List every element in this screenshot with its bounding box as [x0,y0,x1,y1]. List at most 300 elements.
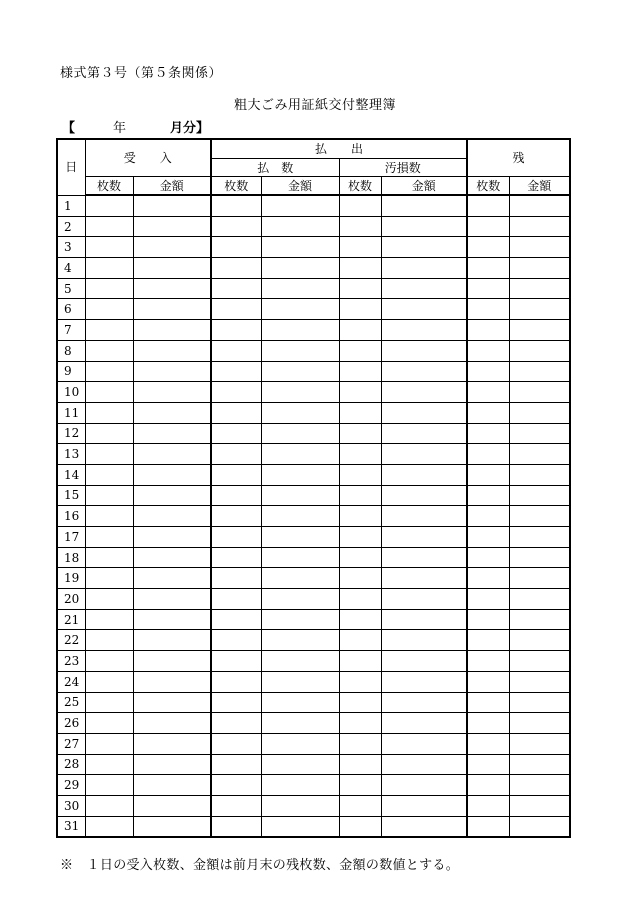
issued-sheets-cell[interactable] [211,423,261,444]
balance-amount-cell[interactable] [509,589,570,610]
issued-amount-cell[interactable] [261,299,339,320]
received-sheets-cell[interactable] [85,299,133,320]
received-amount-cell[interactable] [133,299,211,320]
table-row [57,527,570,548]
balance-amount-cell[interactable] [509,361,570,382]
received-sheets-cell[interactable] [85,320,133,341]
issued-amount-cell[interactable] [261,527,339,548]
balance-amount-cell[interactable] [509,775,570,796]
day-number: 24 [57,671,85,692]
received-amount-cell[interactable] [133,692,211,713]
issued-amount-cell[interactable] [261,258,339,279]
balance-amount-cell[interactable] [509,506,570,527]
received-sheets-cell[interactable] [85,361,133,382]
table-row [57,464,570,485]
issued-amount-cell[interactable] [261,237,339,258]
issued-amount-cell[interactable] [261,423,339,444]
balance-amount-cell[interactable] [509,733,570,754]
damaged-sheets-cell[interactable] [339,464,381,485]
issued-sheets-cell[interactable] [211,278,261,299]
received-sheets-cell[interactable] [85,713,133,734]
day-number: 21 [57,609,85,630]
issued-sheets-cell[interactable] [211,361,261,382]
table-row [57,589,570,610]
damaged-amount-cell[interactable] [381,195,467,216]
balance-amount-cell[interactable] [509,402,570,423]
damaged-amount-cell[interactable] [381,609,467,630]
balance-sheets-cell[interactable] [467,651,509,672]
issued-amount-cell[interactable] [261,320,339,341]
damaged-sheets-cell[interactable] [339,589,381,610]
balance-amount-cell[interactable] [509,382,570,403]
balance-sheets-cell[interactable] [467,671,509,692]
balance-sheets-cell[interactable] [467,361,509,382]
damaged-amount-cell[interactable] [381,506,467,527]
received-amount-cell[interactable] [133,506,211,527]
balance-amount-cell[interactable] [509,527,570,548]
day-number: 13 [57,444,85,465]
balance-sheets-cell[interactable] [467,464,509,485]
issued-sheets-cell[interactable] [211,320,261,341]
received-sheets-cell[interactable] [85,195,133,216]
period-year-label: 年 [113,121,127,136]
issued-sheets-cell[interactable] [211,713,261,734]
damaged-sheets-cell[interactable] [339,506,381,527]
issued-amount-cell[interactable] [261,340,339,361]
balance-amount-cell[interactable] [509,692,570,713]
balance-sheets-cell[interactable] [467,258,509,279]
issued-sheets-cell[interactable] [211,527,261,548]
issued-sheets-cell[interactable] [211,775,261,796]
issued-amount-cell[interactable] [261,402,339,423]
table-row [57,423,570,444]
damaged-amount-cell[interactable] [381,423,467,444]
issued-amount-cell[interactable] [261,816,339,837]
balance-sheets-cell[interactable] [467,485,509,506]
issued-sheets-cell[interactable] [211,754,261,775]
balance-amount-cell[interactable] [509,630,570,651]
damaged-sheets-cell[interactable] [339,423,381,444]
balance-amount-cell[interactable] [509,713,570,734]
damaged-sheets-cell[interactable] [339,547,381,568]
issued-amount-cell[interactable] [261,278,339,299]
balance-sheets-header: 枚数 [467,177,509,196]
day-number: 6 [57,299,85,320]
issued-amount-cell[interactable] [261,651,339,672]
issued-sheets-cell[interactable] [211,340,261,361]
day-number: 11 [57,402,85,423]
issued-amount-cell[interactable] [261,733,339,754]
received-amount-cell[interactable] [133,423,211,444]
received-amount-cell[interactable] [133,278,211,299]
received-amount-cell[interactable] [133,754,211,775]
issued-amount-cell[interactable] [261,775,339,796]
balance-sheets-cell[interactable] [467,795,509,816]
damaged-amount-cell[interactable] [381,775,467,796]
issued-sheets-cell[interactable] [211,692,261,713]
received-sheets-cell[interactable] [85,568,133,589]
issued-sheets-cell[interactable] [211,795,261,816]
damaged-amount-cell[interactable] [381,258,467,279]
received-sheets-cell[interactable] [85,464,133,485]
damaged-sheets-cell[interactable] [339,216,381,237]
issued-sheets-cell[interactable] [211,506,261,527]
received-amount-cell[interactable] [133,382,211,403]
day-number: 22 [57,630,85,651]
damaged-sheets-cell[interactable] [339,816,381,837]
balance-amount-cell[interactable] [509,816,570,837]
balance-sheets-cell[interactable] [467,423,509,444]
received-sheets-cell[interactable] [85,630,133,651]
issued-amount-cell[interactable] [261,754,339,775]
received-amount-cell[interactable] [133,195,211,216]
damaged-sheets-cell[interactable] [339,299,381,320]
damaged-amount-cell[interactable] [381,485,467,506]
balance-sheets-cell[interactable] [467,568,509,589]
received-amount-cell[interactable] [133,320,211,341]
damaged-sheets-header: 枚数 [339,177,381,196]
damaged-amount-cell[interactable] [381,402,467,423]
received-amount-cell[interactable] [133,485,211,506]
balance-amount-cell[interactable] [509,464,570,485]
period-line [62,117,209,136]
balance-amount-cell[interactable] [509,278,570,299]
table-row [57,733,570,754]
issued-sheets-cell[interactable] [211,733,261,754]
issued-sheets-cell[interactable] [211,216,261,237]
received-sheets-cell[interactable] [85,237,133,258]
damaged-amount-cell[interactable] [381,713,467,734]
balance-sheets-cell[interactable] [467,589,509,610]
issued-sheets-cell[interactable] [211,651,261,672]
issued-amount-cell[interactable] [261,589,339,610]
balance-amount-cell[interactable] [509,671,570,692]
table-row [57,320,570,341]
received-amount-header: 金額 [133,177,211,196]
balance-sheets-cell[interactable] [467,320,509,341]
balance-sheets-cell[interactable] [467,733,509,754]
day-number: 7 [57,320,85,341]
received-sheets-cell[interactable] [85,444,133,465]
issued-sheets-cell[interactable] [211,609,261,630]
balance-amount-cell[interactable] [509,485,570,506]
issued-sheets-cell[interactable] [211,299,261,320]
balance-amount-cell[interactable] [509,568,570,589]
damaged-sheets-cell[interactable] [339,195,381,216]
damaged-sheets-cell[interactable] [339,527,381,548]
damaged-amount-cell[interactable] [381,671,467,692]
received-amount-cell[interactable] [133,733,211,754]
balance-amount-cell[interactable] [509,547,570,568]
damaged-amount-cell[interactable] [381,816,467,837]
day-number: 4 [57,258,85,279]
day-number: 15 [57,485,85,506]
issued-sheets-cell[interactable] [211,589,261,610]
received-sheets-cell[interactable] [85,216,133,237]
table-row [57,485,570,506]
balance-amount-cell[interactable] [509,444,570,465]
damaged-sheets-cell[interactable] [339,568,381,589]
damaged-sheets-cell[interactable] [339,775,381,796]
received-amount-cell[interactable] [133,589,211,610]
issued-sheets-cell[interactable] [211,485,261,506]
damaged-sheets-cell[interactable] [339,713,381,734]
issued-amount-cell[interactable] [261,692,339,713]
damaged-amount-cell[interactable] [381,464,467,485]
received-sheets-cell[interactable] [85,795,133,816]
damaged-amount-cell[interactable] [381,568,467,589]
balance-amount-cell[interactable] [509,237,570,258]
received-amount-cell[interactable] [133,258,211,279]
issued-amount-cell[interactable] [261,671,339,692]
damaged-amount-cell[interactable] [381,692,467,713]
damaged-amount-cell[interactable] [381,651,467,672]
table-row [57,692,570,713]
balance-sheets-cell[interactable] [467,278,509,299]
balance-sheets-cell[interactable] [467,299,509,320]
damaged-sheets-cell[interactable] [339,733,381,754]
damaged-amount-cell[interactable] [381,382,467,403]
damaged-amount-cell[interactable] [381,630,467,651]
balance-sheets-cell[interactable] [467,382,509,403]
received-sheets-cell[interactable] [85,506,133,527]
received-sheets-cell[interactable] [85,402,133,423]
received-amount-cell[interactable] [133,651,211,672]
issued-sheets-cell[interactable] [211,402,261,423]
received-amount-cell[interactable] [133,464,211,485]
issued-amount-cell[interactable] [261,382,339,403]
ledger-table [56,138,571,838]
day-header: 日 [57,139,85,195]
table-row [57,816,570,837]
table-row [57,568,570,589]
balance-amount-cell[interactable] [509,754,570,775]
issued-sheets-cell[interactable] [211,816,261,837]
balance-amount-cell[interactable] [509,651,570,672]
issued-sheets-cell[interactable] [211,464,261,485]
period-month-label: 月分】 [170,121,210,136]
balance-sheets-cell[interactable] [467,444,509,465]
day-number: 2 [57,216,85,237]
damaged-sheets-cell[interactable] [339,651,381,672]
day-number: 17 [57,527,85,548]
balance-sheets-cell[interactable] [467,527,509,548]
received-sheets-cell[interactable] [85,340,133,361]
damaged-amount-cell[interactable] [381,299,467,320]
balance-sheets-cell[interactable] [467,195,509,216]
received-sheets-cell[interactable] [85,589,133,610]
balance-amount-cell[interactable] [509,258,570,279]
issued-amount-cell[interactable] [261,713,339,734]
damaged-sheets-cell[interactable] [339,320,381,341]
table-row [57,361,570,382]
received-sheets-cell[interactable] [85,382,133,403]
table-row [57,258,570,279]
received-sheets-cell[interactable] [85,733,133,754]
received-sheets-cell[interactable] [85,423,133,444]
damaged-sheets-cell[interactable] [339,609,381,630]
received-amount-cell[interactable] [133,527,211,548]
received-sheets-cell[interactable] [85,258,133,279]
issued-amount-cell[interactable] [261,547,339,568]
balance-sheets-cell[interactable] [467,340,509,361]
issued-amount-cell[interactable] [261,361,339,382]
damaged-amount-cell[interactable] [381,589,467,610]
balance-amount-cell[interactable] [509,609,570,630]
issued-sheets-cell[interactable] [211,568,261,589]
issued-sheets-cell[interactable] [211,237,261,258]
damaged-amount-cell[interactable] [381,237,467,258]
received-amount-cell[interactable] [133,568,211,589]
day-number: 10 [57,382,85,403]
damaged-sheets-cell[interactable] [339,754,381,775]
damaged-sheets-cell[interactable] [339,485,381,506]
damaged-sheets-cell[interactable] [339,444,381,465]
issued-sheets-cell[interactable] [211,671,261,692]
damaged-amount-cell[interactable] [381,527,467,548]
issued-sheets-cell[interactable] [211,258,261,279]
issued-sheets-cell[interactable] [211,444,261,465]
received-sheets-cell[interactable] [85,609,133,630]
day-number: 12 [57,423,85,444]
received-amount-cell[interactable] [133,775,211,796]
damaged-amount-cell[interactable] [381,361,467,382]
balance-sheets-cell[interactable] [467,713,509,734]
received-sheets-cell[interactable] [85,651,133,672]
received-sheets-header: 枚数 [85,177,133,196]
damaged-amount-cell[interactable] [381,754,467,775]
received-sheets-cell[interactable] [85,278,133,299]
issued-count-header: 払 数 [211,159,339,177]
balance-sheets-cell[interactable] [467,630,509,651]
damaged-sheets-cell[interactable] [339,340,381,361]
balance-amount-cell[interactable] [509,423,570,444]
balance-amount-cell[interactable] [509,795,570,816]
damaged-sheets-cell[interactable] [339,671,381,692]
day-number: 23 [57,651,85,672]
issued-amount-cell[interactable] [261,506,339,527]
damaged-amount-cell[interactable] [381,320,467,341]
received-amount-cell[interactable] [133,713,211,734]
issued-amount-cell[interactable] [261,464,339,485]
table-row [57,775,570,796]
received-amount-cell[interactable] [133,340,211,361]
issued-sheets-cell[interactable] [211,630,261,651]
damaged-sheets-cell[interactable] [339,630,381,651]
period-open-bracket: 【 [62,121,76,136]
damaged-sheets-cell[interactable] [339,692,381,713]
received-sheets-cell[interactable] [85,547,133,568]
damaged-sheets-cell[interactable] [339,361,381,382]
table-row [57,444,570,465]
received-sheets-cell[interactable] [85,527,133,548]
issued-amount-cell[interactable] [261,795,339,816]
issued-amount-cell[interactable] [261,216,339,237]
issued-amount-cell[interactable] [261,568,339,589]
day-number: 25 [57,692,85,713]
received-amount-cell[interactable] [133,547,211,568]
day-number: 16 [57,506,85,527]
balance-sheets-cell[interactable] [467,816,509,837]
issued-sheets-cell[interactable] [211,547,261,568]
received-sheets-cell[interactable] [85,816,133,837]
received-sheets-cell[interactable] [85,692,133,713]
issued-amount-cell[interactable] [261,195,339,216]
damaged-sheets-cell[interactable] [339,382,381,403]
balance-amount-cell[interactable] [509,320,570,341]
damaged-amount-cell[interactable] [381,278,467,299]
table-row [57,506,570,527]
balance-sheets-cell[interactable] [467,775,509,796]
received-amount-cell[interactable] [133,671,211,692]
damaged-amount-cell[interactable] [381,216,467,237]
damaged-amount-cell[interactable] [381,547,467,568]
table-row [57,402,570,423]
balance-sheets-cell[interactable] [467,237,509,258]
damaged-sheets-cell[interactable] [339,278,381,299]
table-row [57,795,570,816]
damaged-sheets-cell[interactable] [339,237,381,258]
received-amount-cell[interactable] [133,237,211,258]
issued-amount-cell[interactable] [261,444,339,465]
damaged-sheets-cell[interactable] [339,258,381,279]
received-amount-cell[interactable] [133,816,211,837]
issued-amount-cell[interactable] [261,630,339,651]
damaged-amount-cell[interactable] [381,444,467,465]
received-sheets-cell[interactable] [85,754,133,775]
received-sheets-cell[interactable] [85,775,133,796]
issued-sheets-cell[interactable] [211,195,261,216]
balance-sheets-cell[interactable] [467,754,509,775]
balance-header: 残 [467,139,570,177]
damaged-amount-cell[interactable] [381,733,467,754]
received-sheets-cell[interactable] [85,485,133,506]
damaged-amount-cell[interactable] [381,340,467,361]
table-row [57,671,570,692]
received-amount-cell[interactable] [133,795,211,816]
received-amount-cell[interactable] [133,402,211,423]
received-amount-cell[interactable] [133,216,211,237]
balance-amount-cell[interactable] [509,340,570,361]
balance-sheets-cell[interactable] [467,609,509,630]
form-number: 様式第３号（第５条関係） [60,66,223,81]
balance-sheets-cell[interactable] [467,547,509,568]
balance-amount-cell[interactable] [509,195,570,216]
received-amount-cell[interactable] [133,361,211,382]
balance-sheets-cell[interactable] [467,692,509,713]
balance-amount-cell[interactable] [509,299,570,320]
received-amount-cell[interactable] [133,444,211,465]
table-row [57,195,570,216]
received-sheets-cell[interactable] [85,671,133,692]
balance-sheets-cell[interactable] [467,402,509,423]
table-row [57,547,570,568]
damaged-sheets-cell[interactable] [339,795,381,816]
damaged-amount-cell[interactable] [381,795,467,816]
balance-sheets-cell[interactable] [467,506,509,527]
balance-sheets-cell[interactable] [467,216,509,237]
balance-amount-cell[interactable] [509,216,570,237]
issued-amount-cell[interactable] [261,609,339,630]
damaged-amount-header: 金額 [381,177,467,196]
issued-header: 払 出 [211,139,467,159]
issued-sheets-cell[interactable] [211,382,261,403]
issued-amount-cell[interactable] [261,485,339,506]
received-amount-cell[interactable] [133,609,211,630]
damaged-sheets-cell[interactable] [339,402,381,423]
table-row [57,609,570,630]
received-amount-cell[interactable] [133,630,211,651]
